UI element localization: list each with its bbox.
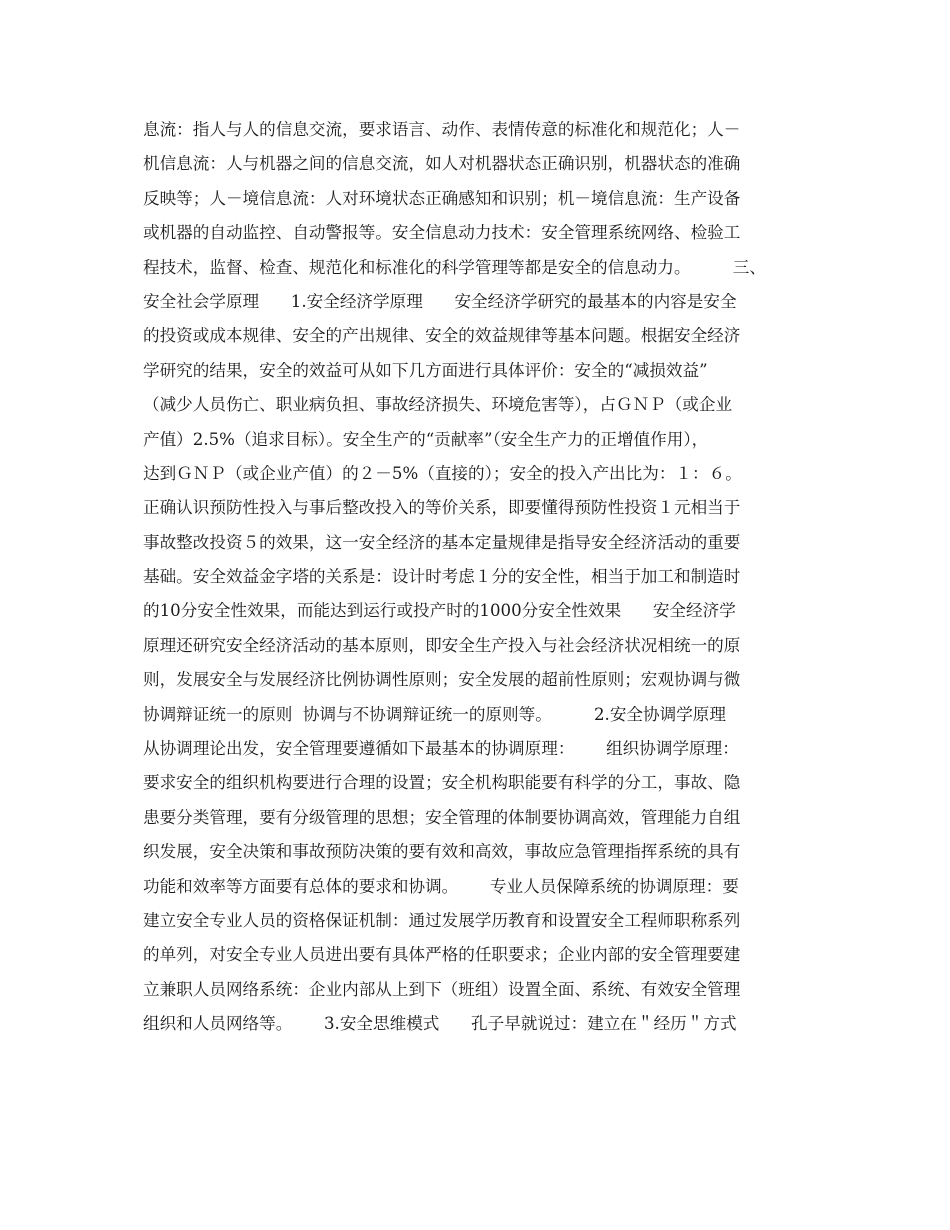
- text-line: 学研究的结果，安全的效益可从如下几方面进行具体评价：安全的“减损效益”: [143, 360, 708, 380]
- text-line: （减少人员伤亡、职业病负担、事故经济损失、环境危害等），占ＧＮＰ（或企业: [143, 395, 733, 415]
- text-line: 功能和效率等方面要有总体的要求和协调。 专业人员保障系统的协调原理：要: [143, 876, 739, 896]
- text-line: 则，发展安全与发展经济比例协调性原则；安全发展的超前性原则；宏观协调与微: [143, 670, 741, 690]
- text-line: 产值）2.5%（追求目标）。安全生产的“贡献率”（安全生产力的正增值作用），: [143, 429, 709, 449]
- text-line: 协调辩证统一的原则 协调与不协调辩证统一的原则等。 2.安全协调学原理: [143, 704, 726, 724]
- text-line: 事故整改投资５的效果，这一安全经济的基本定量规律是指导安全经济活动的重要: [143, 532, 741, 552]
- document-body: [143, 113, 823, 1042]
- text-line: 立兼职人员网络系统：企业内部从上到下（班组）设置全面、系统、有效安全管理: [143, 979, 741, 999]
- text-line: 建立安全专业人员的资格保证机制：通过发展学历教育和设置安全工程师职称系列: [143, 910, 741, 930]
- text-line: 或机器的自动监控、自动警报等。安全信息动力技术：安全管理系统网络、检验工: [143, 223, 741, 243]
- text-line: 的10分安全性效果，而能达到运行或投产时的1000分安全性效果 安全经济学: [143, 601, 736, 621]
- text-line: 达到ＧＮＰ（或企业产值）的２－5%（直接的）；安全的投入产出比为：１：６。: [143, 463, 742, 483]
- text-line: 组织和人员网络等。 3.安全思维模式 孔子早就说过：建立在＂经历＂方式: [143, 1014, 737, 1034]
- text-line: 机信息流：人与机器之间的信息交流，如人对机器状态正确识别，机器状态的准确: [143, 154, 741, 174]
- text-line: 织发展，安全决策和事故预防决策的要有效和高效，事故应急管理指挥系统的具有: [143, 842, 741, 862]
- text-line: 的投资或成本规律、安全的产出规律、安全的效益规律等基本问题。根据安全经济: [143, 326, 741, 346]
- text-line: 反映等；人－境信息流：人对环境状态正确感知和识别；机－境信息流：生产设备: [143, 188, 741, 208]
- text-line: 要求安全的组织机构要进行合理的设置；安全机构职能要有科学的分工，事故、隐: [143, 773, 741, 793]
- text-line: 程技术，监督、检查、规范化和标准化的科学管理等都是安全的信息动力。 三、: [143, 257, 766, 277]
- text-line: 从协调理论出发，安全管理要遵循如下最基本的协调原理： 组织协调学原理：: [143, 739, 739, 759]
- text-line: 安全社会学原理 1.安全经济学原理 安全经济学研究的最基本的内容是安全: [143, 291, 737, 311]
- text-line: 原理还研究安全经济活动的基本原则，即安全生产投入与社会经济状况相统一的原: [143, 635, 741, 655]
- text-line: 患要分类管理，要有分级管理的思想；安全管理的体制要协调高效，管理能力自组: [143, 807, 741, 827]
- text-line: 的单列，对安全专业人员进出要有具体严格的任职要求；企业内部的安全管理要建: [143, 945, 741, 965]
- text-line: 基础。安全效益金字塔的关系是：设计时考虑１分的安全性，相当于加工和制造时: [143, 567, 741, 587]
- text-line: 正确认识预防性投入与事后整改投入的等价关系，即要懂得预防性投资１元相当于: [143, 498, 741, 518]
- text-line: 息流：指人与人的信息交流，要求语言、动作、表情传意的标准化和规范化；人－: [143, 120, 741, 139]
